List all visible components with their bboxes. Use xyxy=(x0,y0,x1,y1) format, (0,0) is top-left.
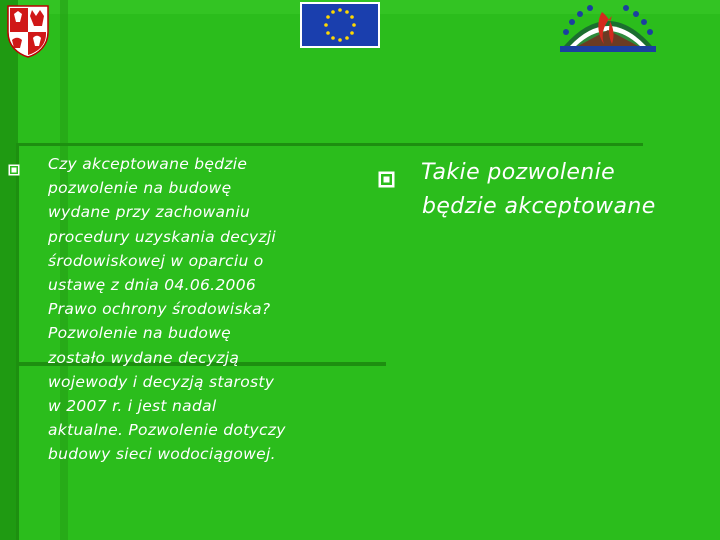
coat-of-arms-icon xyxy=(4,2,52,58)
eu-flag-icon xyxy=(300,2,380,48)
decorative-vertical-line xyxy=(16,143,19,540)
answer-text: Takie pozwolenie będzie akceptowane xyxy=(421,160,656,219)
decorative-horizontal-line xyxy=(18,143,643,146)
question-text: Czy akceptowane będzie pozwolenie na budowę wydane przy zachowaniu procedury uzyskania decyzji środowiskowej w oparciu o ustawę z dnia 04.06.2006 Prawo ochrony środowiska? Pozwolenie na budowę zostało wydane decyzją wojewody i decyzją starosty w 2007 r. i jest nadal aktualne. Pozwolenie dotyczy budowy sieci wodociągowej. xyxy=(48,155,286,464)
local-action-group-logo-icon xyxy=(556,2,660,54)
checkbox-bullet-icon xyxy=(28,159,40,171)
checkbox-bullet-icon xyxy=(400,165,417,182)
answer-text-block xyxy=(400,156,700,224)
answer-paragraph xyxy=(400,156,700,224)
question-paragraph xyxy=(28,152,328,467)
question-text-block xyxy=(28,152,328,467)
